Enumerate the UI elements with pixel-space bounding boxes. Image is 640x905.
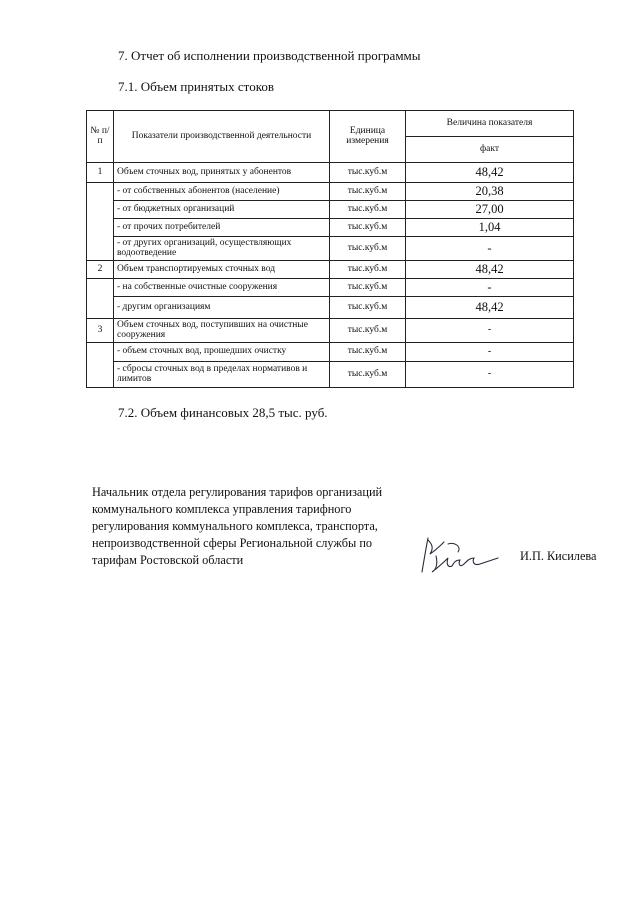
row-fact: 48,42 — [406, 297, 574, 319]
row-indicator: Объем транспортируемых сточных вод — [114, 261, 330, 279]
row-unit: тыс.куб.м — [330, 319, 406, 343]
row-fact: 20,38 — [406, 183, 574, 201]
row-indicator: - объем сточных вод, прошедших очистку — [114, 343, 330, 362]
row-indicator: Объем сточных вод, принятых у абонентов — [114, 163, 330, 183]
header-num: № п/п — [87, 111, 114, 163]
row-num — [87, 237, 114, 261]
row-indicator: - сбросы сточных вод в пределах нормативов и лимитов — [114, 362, 330, 388]
signatory-name: И.П. Кисилева — [520, 549, 597, 563]
row-num — [87, 219, 114, 237]
header-indicator: Показатели производственной деятельности — [114, 111, 330, 163]
row-indicator: Объем сточных вод, поступивших на очистные сооружения — [114, 319, 330, 343]
row-indicator: - другим организациям — [114, 297, 330, 319]
row-indicator: - от прочих потребителей — [114, 219, 330, 237]
section-7-1-heading: 7.1. Объем принятых стоков — [118, 79, 274, 94]
row-fact: - — [406, 319, 574, 343]
row-unit: тыс.куб.м — [330, 261, 406, 279]
table-row — [87, 279, 574, 297]
row-indicator: - от других организаций, осуществляющих водоотведение — [114, 237, 330, 261]
row-num — [87, 297, 114, 319]
row-num: 2 — [87, 261, 114, 279]
header-value: Величина показателя — [406, 111, 574, 137]
row-unit: тыс.куб.м — [330, 163, 406, 183]
table-row — [87, 319, 574, 343]
row-unit: тыс.куб.м — [330, 297, 406, 319]
section-7-2-heading: 7.2. Объем финансовых 28,5 тыс. руб. — [118, 405, 328, 420]
handwritten-signature — [418, 534, 500, 576]
row-fact: 1,04 — [406, 219, 574, 237]
row-num — [87, 183, 114, 201]
row-unit: тыс.куб.м — [330, 201, 406, 219]
row-num: 1 — [87, 163, 114, 183]
table-row — [87, 183, 574, 201]
table-row — [87, 163, 574, 183]
row-num: 3 — [87, 319, 114, 343]
row-indicator: - на собственные очистные сооружения — [114, 279, 330, 297]
section-7-heading: 7. Отчет об исполнении производственной программы — [118, 48, 421, 63]
row-fact: 48,42 — [406, 261, 574, 279]
row-fact: - — [406, 362, 574, 388]
row-unit: тыс.куб.м — [330, 183, 406, 201]
row-unit: тыс.куб.м — [330, 362, 406, 388]
row-fact: 48,42 — [406, 163, 574, 183]
row-num — [87, 343, 114, 362]
table-row — [87, 362, 574, 388]
row-fact: - — [406, 237, 574, 261]
signatory-position: Начальник отдела регулирования тарифов организаций коммунального комплекса управления тарифного регулирования коммунального комплекса, транспорта, непроизводственной сферы Региональной службы по тарифам Ростовской области — [92, 485, 383, 567]
row-num — [87, 201, 114, 219]
table-row — [87, 297, 574, 319]
table-row — [87, 237, 574, 261]
row-unit: тыс.куб.м — [330, 343, 406, 362]
row-unit: тыс.куб.м — [330, 279, 406, 297]
table-row — [87, 219, 574, 237]
row-num — [87, 279, 114, 297]
row-unit: тыс.куб.м — [330, 219, 406, 237]
header-unit: Единица измерения — [330, 111, 406, 163]
row-num — [87, 362, 114, 388]
row-indicator: - от бюджетных организаций — [114, 201, 330, 219]
row-indicator: - от собственных абонентов (население) — [114, 183, 330, 201]
table-row — [87, 343, 574, 362]
report-table — [86, 110, 574, 388]
row-unit: тыс.куб.м — [330, 237, 406, 261]
header-fact: факт — [406, 137, 574, 163]
table-row — [87, 201, 574, 219]
table-row — [87, 261, 574, 279]
row-fact: 27,00 — [406, 201, 574, 219]
row-fact: - — [406, 343, 574, 362]
row-fact: - — [406, 279, 574, 297]
